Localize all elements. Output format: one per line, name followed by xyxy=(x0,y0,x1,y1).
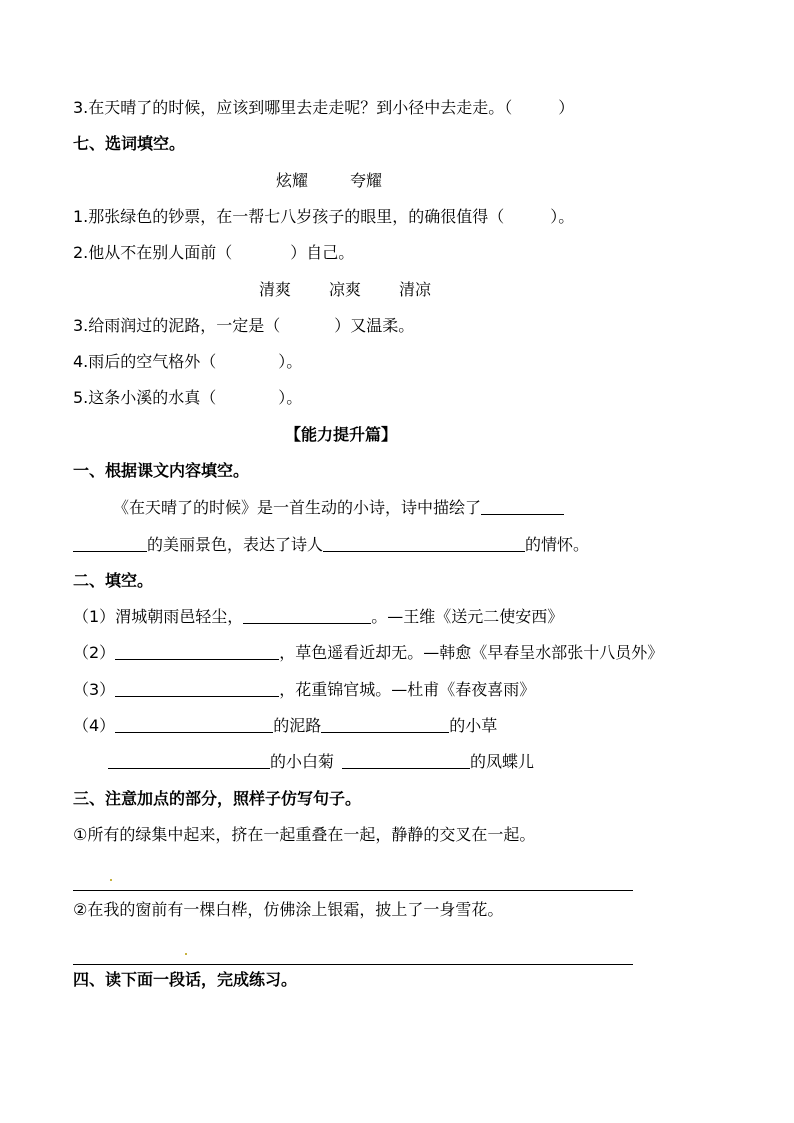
word-bank-1 xyxy=(276,171,382,191)
sec7-question-3: 3.给雨润过的泥路，一定是（ ）又温柔。 xyxy=(73,316,415,335)
section-3-title: 三、注意加点的部分，照样子仿写句子。 xyxy=(73,789,362,808)
s2-item-5: 的小白菊 的凤蝶儿 xyxy=(108,752,534,772)
answer-blank[interactable] xyxy=(321,716,449,733)
answer-blank[interactable] xyxy=(481,498,564,515)
sec7-question-5: 5.这条小溪的水真（ ）。 xyxy=(73,388,303,407)
section-7-title: 七、选词填空。 xyxy=(73,134,186,153)
heading-ability: 【能力提升篇】 xyxy=(285,425,398,444)
sec7-question-4: 4.雨后的空气格外（ ）。 xyxy=(73,352,303,371)
word-option: 夸耀 xyxy=(350,171,383,190)
word-option: 凉爽 xyxy=(329,280,362,299)
word-option: 清爽 xyxy=(259,280,292,299)
word-option: 清凉 xyxy=(399,280,432,299)
emphasis-dot xyxy=(185,953,187,955)
answer-blank[interactable] xyxy=(323,535,525,552)
answer-blank[interactable] xyxy=(115,643,279,660)
s2-item-1: （1）渭城朝雨邑轻尘， 。—王维《送元二使安西》 xyxy=(73,607,564,626)
sec7-question-2: 2.他从不在别人面前（ ）自己。 xyxy=(73,243,355,262)
sec7-question-1: 1.那张绿色的钞票，在一帮七八岁孩子的眼里，的确很值得（ ）。 xyxy=(73,207,575,226)
word-option: 炫耀 xyxy=(276,171,309,190)
word-bank-2 xyxy=(259,280,431,300)
writing-line[interactable] xyxy=(73,890,633,891)
writing-line[interactable] xyxy=(73,964,633,965)
s1-line-1: 《在天晴了的时候》是一首生动的小诗，诗中描绘了 xyxy=(113,498,564,518)
answer-blank[interactable] xyxy=(115,680,279,697)
section-2-title: 二、填空。 xyxy=(73,571,154,590)
s3-example-1: ①所有的绿集中起来，挤在一起重叠在一起，静静的交叉在一起。 xyxy=(73,825,536,844)
answer-blank[interactable] xyxy=(73,535,147,552)
s2-item-2: （2） ，草色遥看近却无。—韩愈《早春呈水部张十八员外》 xyxy=(73,643,664,662)
answer-blank[interactable] xyxy=(108,752,270,769)
section-4-title: 四、读下面一段话，完成练习。 xyxy=(73,970,298,989)
s3-example-2: ②在我的窗前有一棵白桦，仿佛涂上银霜，披上了一身雪花。 xyxy=(73,900,504,919)
section-1-title: 一、根据课文内容填空。 xyxy=(73,461,250,480)
answer-blank[interactable] xyxy=(243,607,371,624)
answer-blank[interactable] xyxy=(342,752,470,769)
q-prev-3: 3.在天晴了的时候，应该到哪里去走走呢？到小径中去走走。（ ） xyxy=(73,98,575,117)
s2-item-4: （4） 的泥路 的小草 xyxy=(73,716,498,735)
answer-blank[interactable] xyxy=(115,716,273,733)
s2-item-3: （3） ，花重锦官城。—杜甫《春夜喜雨》 xyxy=(73,680,536,699)
s1-line-2: 的美丽景色，表达了诗人 的情怀。 xyxy=(73,535,589,555)
emphasis-dot xyxy=(110,879,112,881)
